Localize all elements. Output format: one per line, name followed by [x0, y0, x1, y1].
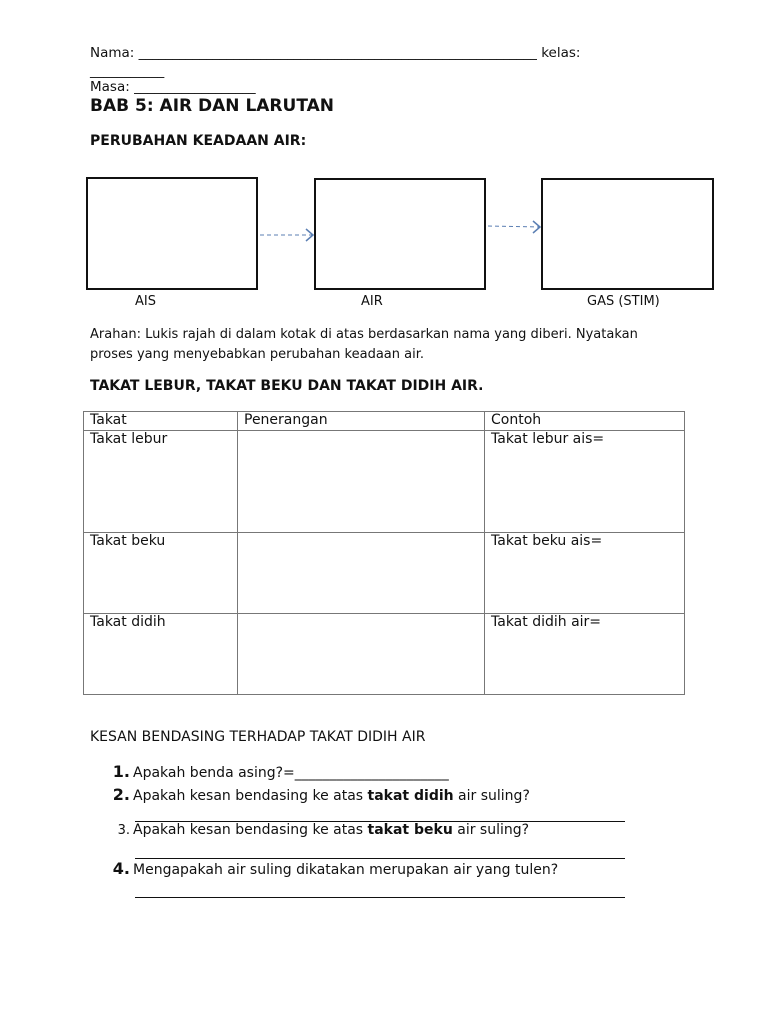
- table-cell: Takat beku ais=: [485, 533, 685, 614]
- takat-table: [83, 411, 685, 695]
- table-cell: Takat lebur ais=: [485, 431, 685, 533]
- question-text-post: air suling?: [453, 788, 530, 804]
- arrow-ais-to-air-icon: [258, 218, 320, 248]
- kelas-blank: ___________: [90, 63, 165, 79]
- question-text-bold: takat beku: [367, 822, 453, 838]
- question-text: Mengapakah air suling dikatakan merupakan air yang tulen?: [133, 862, 559, 878]
- question-text-post: air suling?: [452, 822, 530, 838]
- question-text-pre: Apakah kesan bendasing ke atas: [133, 822, 368, 838]
- question-number: 2.: [112, 785, 130, 804]
- table-header-row: [84, 412, 685, 431]
- question-2: [108, 785, 530, 804]
- section-heading-takat: TAKAT LEBUR, TAKAT BEKU DAN TAKAT DIDIH AIR.: [90, 378, 484, 394]
- table-cell: Takat lebur: [84, 431, 238, 533]
- table-row: [84, 614, 685, 695]
- table-cell: Takat didih: [84, 614, 238, 695]
- box-label-gas: GAS (STIM): [587, 294, 660, 309]
- question-1: [108, 762, 449, 781]
- question-number: 4.: [112, 859, 130, 878]
- header-cell-takat: Takat: [84, 412, 238, 431]
- kelas-label: kelas:: [541, 45, 581, 61]
- header-cell-penerangan: Penerangan: [238, 412, 485, 431]
- nama-label: Nama: ___________________________________________________________: [90, 45, 537, 61]
- question-number: 3.: [117, 823, 130, 838]
- table-cell: Takat didih air=: [485, 614, 685, 695]
- question-number: 1.: [112, 762, 130, 781]
- table-row: [84, 533, 685, 614]
- question-3: [108, 822, 529, 838]
- drawing-box-ais: [86, 177, 258, 290]
- arrow-air-to-gas-icon: [486, 214, 546, 240]
- instruction-line-1: Arahan: Lukis rajah di dalam kotak di atas berdasarkan nama yang diberi. Nyatakan: [90, 327, 638, 342]
- table-cell-answer: [238, 614, 485, 695]
- box-label-air: AIR: [361, 294, 383, 309]
- table-cell: Takat beku: [84, 533, 238, 614]
- question-text-bold: takat didih: [367, 788, 454, 804]
- table-row: [84, 431, 685, 533]
- table-cell-answer: [238, 431, 485, 533]
- section-heading-perubahan: PERUBAHAN KEADAAN AIR:: [90, 133, 307, 149]
- name-line: [90, 45, 580, 61]
- instruction-line-2: proses yang menyebabkan perubahan keadaan air.: [90, 347, 425, 362]
- page-title: BAB 5: AIR DAN LARUTAN: [90, 96, 334, 116]
- header-cell-contoh: Contoh: [485, 412, 685, 431]
- instruction-text: [90, 325, 690, 365]
- drawing-box-air: [314, 178, 486, 290]
- drawing-box-gas: [541, 178, 714, 290]
- question-text-pre: Apakah kesan bendasing ke atas: [133, 788, 368, 804]
- masa-label: Masa: __________________: [90, 79, 256, 95]
- question-4: [108, 859, 558, 878]
- section-heading-kesan: KESAN BENDASING TERHADAP TAKAT DIDIH AIR: [90, 729, 426, 745]
- box-label-ais: AIS: [135, 294, 156, 309]
- question-text: Apakah benda asing?=______________________: [133, 765, 449, 781]
- table-cell-answer: [238, 533, 485, 614]
- answer-line: [135, 897, 625, 898]
